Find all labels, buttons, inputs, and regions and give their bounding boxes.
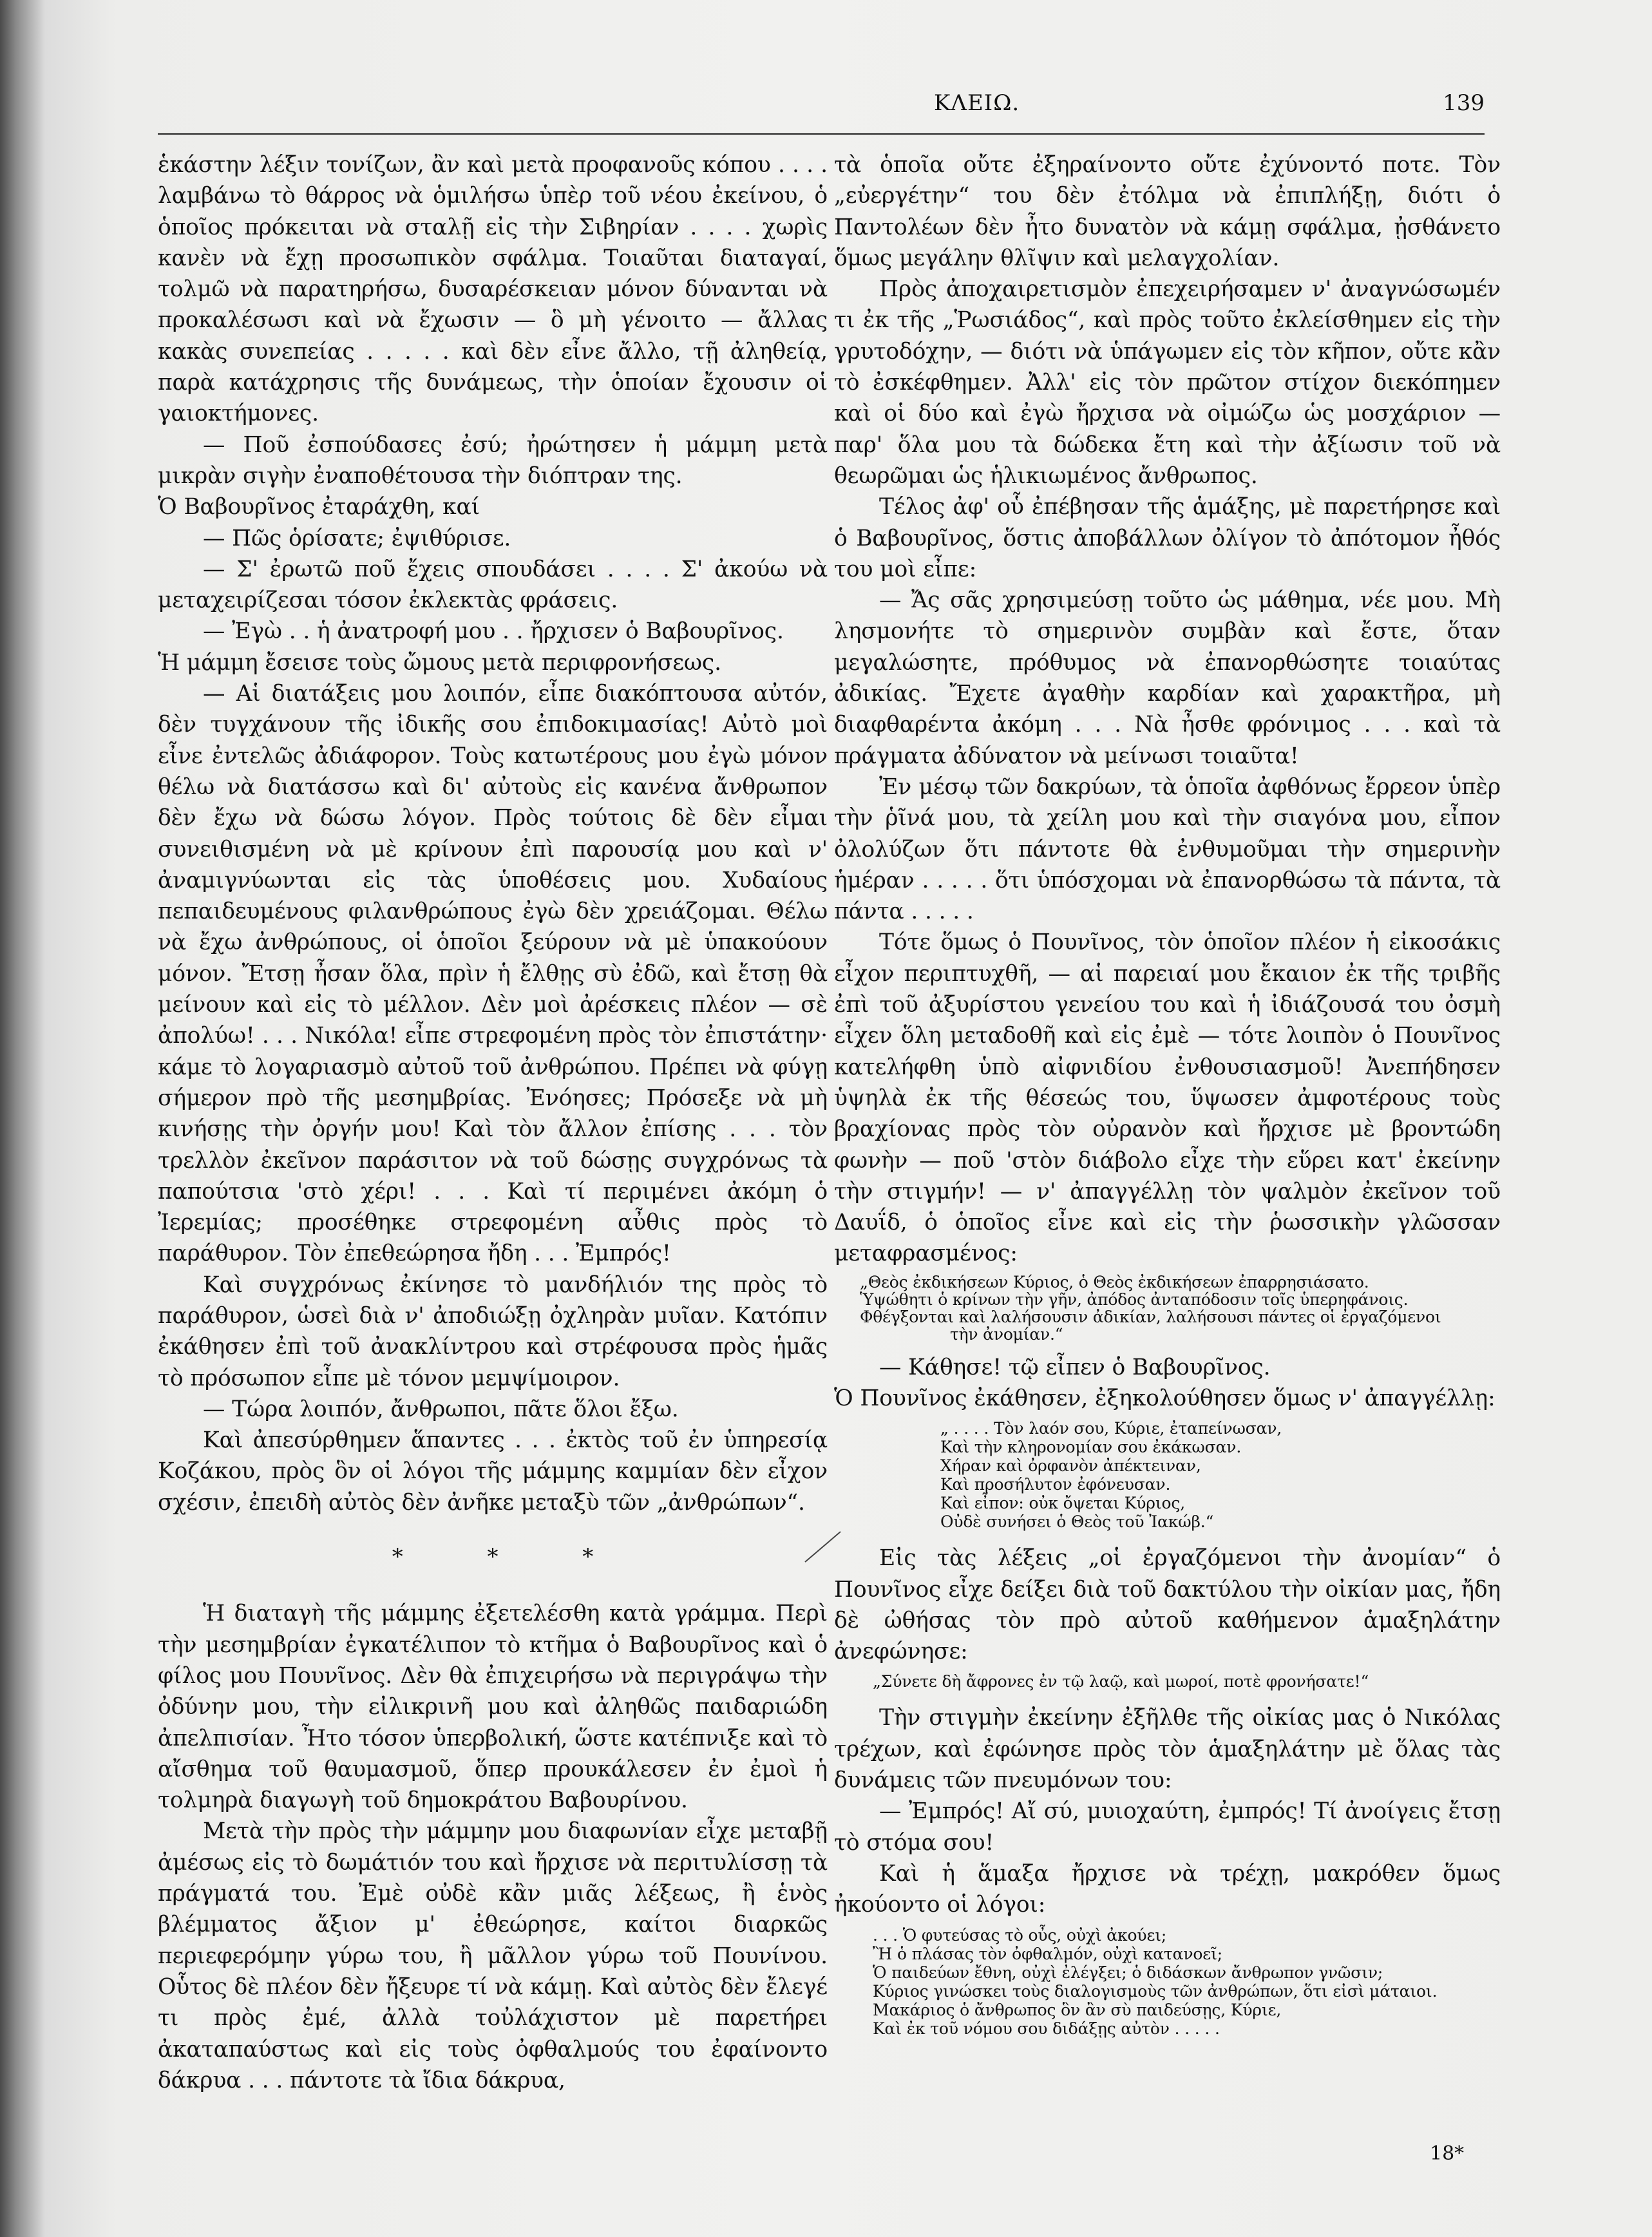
verse-line: Ἢ ὁ πλάσας τὸν ὀφθαλμόν, οὐχὶ κατανοεῖ; (873, 1944, 1222, 1963)
paragraph: Ἐν μέσῳ τῶν δακρύων, τὰ ὁποῖα ἀφθόνως ἔρρεον ὑπὲρ τὴν ῥῖνά μου, τὰ χείλη μου καὶ τὴν σιαγόνα μου, εἶπον ὀλολύζων ὅτι πάντοτε θὰ ἐνθυμοῦμαι τὴν σημερινὴν ἡμέραν . . . . . ὅτι ὑπόσχομαι νὰ ἐπανορθώσω τὰ πάντα, τὰ πάντα . . . . . (834, 774, 1501, 925)
running-head: ΚΛΕΙΩ. (934, 90, 1020, 116)
paragraph: Τὴν στιγμὴν ἐκείνην ἐξῆλθε τῆς οἰκίας μας ὁ Νικόλας τρέχων, καὶ ἐφώνησε πρὸς τὸν ἁμαξηλάτην μὲ ὅλας τὰς δυνάμεις τῶν πνευμόνων του: (834, 1705, 1501, 1794)
paragraph: — Ἄς σᾶς χρησιμεύσῃ τοῦτο ὡς μάθημα, νέε μου. Μὴ λησμονήτε τὸ σημερινὸν συμβὰν καὶ ἔστε, ὅταν μεγαλώσητε, πρόθυμος νὰ ἐπανορθώσητε τοιαύτας ἀδικίας. Ἔχετε ἀγαθὴν καρδίαν καὶ χαρακτῆρα, μὴ διαφθαρέντα ἀκόμη . . . Νὰ ἦσθε φρόνιμος . . . καὶ τὰ πράγματα ἀδύνατον νὰ μείνωσι τοιαῦτα! (834, 587, 1501, 769)
verse-line: Καὶ προσήλυτον ἐφόνευσαν. (940, 1475, 1171, 1494)
verse-line: Μακάριος ὁ ἄνθρωπος ὃν ἂν σὺ παιδεύσῃς, Κύριε, (873, 2000, 1282, 2019)
paragraph: — Ἐμπρός! Αἴ σύ, μυιοχαύτη, ἐμπρός! Τί ἀνοίγεις ἔτσῃ τὸ στόμα σου! (834, 1798, 1501, 1856)
paragraph: Ὁ Πουνῖνος ἐκάθησεν, ἐξηκολούθησεν ὅμως ν' ἀπαγγέλλῃ: (834, 1385, 1495, 1411)
psalm-quote (860, 1273, 1501, 1343)
paragraph: — Αἱ διατάξεις μου λοιπόν, εἶπε διακόπτουσα αὐτόν, δὲν τυγχάνουν τῆς ἰδικῆς σου ἐπιδοκιμασίας! Αὐτὸ μοὶ εἶνε ἐντελῶς ἀδιάφορον. Τοὺς κατωτέρους μου ἐγὼ μόνον θέλω νὰ διατάσσω καὶ δι' αὐτοὺς εἰς κανένα ἄνθρωπον δὲν ἔχω νὰ δώσω λόγον. Πρὸς τούτοις δὲ δὲν εἶμαι συνειθισμένη νὰ μὲ κρίνουν ἐπὶ παρουσίᾳ μου καὶ ν' ἀναμιγνύωνται εἰς τὰς ὑποθέσεις μου. Χυδαίους πεπαιδευμένους φιλανθρώπους ἐγὼ δὲν χρειάζομαι. Θέλω νὰ ἔχω ἀνθρώπους, οἱ ὁποῖοι ξεύρουν νὰ μὲ ὑπακούουν μόνον. Ἔτσῃ ἦσαν ὅλα, πρὶν ἡ ἔλθῃς σὺ ἐδῶ, καὶ ἔτσῃ θὰ μείνουν καὶ εἰς τὸ μέλλον. Δὲν μοὶ ἀρέσκεις πλέον — σὲ ἀπολύω! . . . Νικόλα! εἶπε στρεφομένη πρὸς τὸν ἐπιστάτην· κάμε τὸ λογαριασμὸ αὐτοῦ τοῦ ἀνθρώπου. Πρέπει νὰ φύγῃ σήμερον πρὸ τῆς μεσημβρίας. Ἐνόησες; Πρόσεξε νὰ μὴ κινήσῃς τὴν ὀργήν μου! Καὶ τὸν ἄλλον ἐπίσης . . . τὸν τρελλὸν ἐκεῖνον παράσιτον νὰ τοῦ δώσῃς συγχρόνως τὰ παπούτσια 'στὸ χέρι! . . . Καὶ τί περιμένει ἀκόμη ὁ Ἰερεμίας; προσέθηκε στρεφομένη αὖθις πρὸς τὸ παράθυρον. Τὸν ἐπεθεώρησα ἤδη . . . Ἐμπρός! (158, 681, 828, 1267)
verse-line: Οὐδὲ συνήσει ὁ Θεὸς τοῦ Ἰακώβ.“ (940, 1512, 1214, 1532)
paragraph: Καὶ συγχρόνως ἐκίνησε τὸ μανδήλιόν της πρὸς τὸ παράθυρον, ὡσεὶ διὰ ν' ἀποδιώξῃ ὀχληρὰν μυῖαν. Κατόπιν ἐκάθησεν ἐπὶ τοῦ ἀνακλίντρου καὶ στρέφουσα πρὸς ἡμᾶς τὸ πρόσωπον εἶπε μὲ τόνον μεμψίμοιρον. (158, 1271, 828, 1391)
verse-line: Ὁ παιδεύων ἔθνη, οὐχὶ ἐλέγξει; ὁ διδάσκων ἄνθρωπον γνῶσιν; (873, 1963, 1383, 1982)
page-number: 139 (1443, 90, 1485, 116)
paragraph: Μετὰ τὴν πρὸς τὴν μάμμην μου διαφωνίαν εἶχε μεταβῇ ἀμέσως εἰς τὸ δωμάτιόν του καὶ ἤρχισε νὰ περιτυλίσσῃ τὰ πράγματά του. Ἐμὲ οὐδὲ κἂν μιᾶς λέξεως, ἢ ἑνὸς βλέμματος ἄξιον μ' ἐθεώρησε, καίτοι διαρκῶς περιεφερόμην γύρω του, ἢ μᾶλλον γύρω τοῦ Πουνίνου. Οὗτος δὲ πλέον δὲν ἤξευρε τί νὰ κάμῃ. Καὶ αὐτὸς δὲν ἔλεγέ τι πρὸς ἐμέ, ἀλλὰ τοὐλάχιστον μὲ παρετήρει ἀκαταπαύστως καὶ εἰς τοὺς ὀφθαλμούς του ἐφαίνοντο δάκρυα . . . πάντοτε τὰ ἴδια δάκρυα, (158, 1818, 828, 2093)
header-rule (158, 133, 1485, 135)
verse-line: Καὶ ἐκ τοῦ νόμου σου διδάξῃς αὐτὸν . . . . . (873, 2019, 1220, 2038)
paragraph: ἑκάστην λέξιν τονίζων, ἂν καὶ μετὰ προφανοῦς κόπου . . . . λαμβάνω τὸ θάρρος νὰ ὁμιλήσω ὑπὲρ τοῦ νέου ἐκείνου, ὁ ὁποῖος πρόκειται νὰ σταλῇ εἰς τὴν Σιβηρίαν . . . . χωρὶς κανὲν νὰ ἔχῃ προσωπικὸν σφάλμα. Τοιαῦται διαταγαί, τολμῶ νὰ παρατηρήσω, δυσαρέσκειαν μόνον δύνανται νὰ προκαλέσωσι καὶ νὰ ἔχωσιν — ὃ μὴ γένοιτο — ἄλλας κακὰς συνεπείας . . . . . καὶ δὲν εἶνε ἄλλο, τῇ ἀληθείᾳ, παρὰ κατάχρησις τῆς δυνάμεως, τὴν ὁποίαν ἔχουσιν οἱ γαιοκτήμονες. (158, 152, 828, 427)
verse-line: „Θεὸς ἐκδικήσεων Κύριος, ὁ Θεὸς ἐκδικήσεων ἐπαρρησιάσατο. (860, 1272, 1369, 1291)
verse-line: . . . Ὁ φυτεύσας τὸ οὖς, οὐχὶ ἀκούει; (873, 1925, 1167, 1945)
paragraph: — Κάθησε! τῷ εἶπεν ὁ Βαβουρῖνος. (879, 1354, 1271, 1380)
verse-line: „ . . . . Τὸν λαόν σου, Κύριε, ἐταπείνωσαν, (940, 1419, 1282, 1438)
paragraph: — Πῶς ὁρίσατε; ἐψιθύρισε. (203, 525, 511, 551)
psalm-quote (940, 1419, 1501, 1531)
paragraph: Καὶ ἡ ἅμαξα ἤρχισε νὰ τρέχῃ, μακρόθεν ὅμως ἠκούοντο οἱ λόγοι: (834, 1860, 1501, 1918)
section-break: * * * (392, 1544, 632, 1570)
verse-line: Χήραν καὶ ὀρφανὸν ἀπέκτειναν, (940, 1456, 1201, 1476)
paragraph: Πρὸς ἀποχαιρετισμὸν ἐπεχειρήσαμεν ν' ἀναγνώσωμέν τι ἐκ τῆς „Ῥωσιάδος“, καὶ πρὸς τοῦτο ἐκλείσθημεν εἰς τὴν γρυτοδόχην, — διότι νὰ ὑπάγωμεν εἰς τὸν κῆπον, οὔτε κἂν τὸ ἐσκέφθημεν. Ἀλλ' εἰς τὸν πρῶτον στίχον διεκόπημεν καὶ οἱ δύο καὶ ἐγὼ ἤρχισα νὰ οἰμώζω ὡς μοσχάριον — παρ' ὅλα μου τὰ δώδεκα ἔτη καὶ τὴν ἀξίωσιν τοῦ νὰ θεωρῶμαι ὡς ἡλικιωμένος ἄνθρωπος. (834, 276, 1501, 489)
verse-line: Καὶ εἶπον: οὐκ ὄψεται Κύριος, (940, 1494, 1186, 1513)
paragraph: — Τώρα λοιπόν, ἄνθρωποι, πᾶτε ὅλοι ἔξω. (203, 1396, 679, 1422)
paragraph: Τότε ὅμως ὁ Πουνῖνος, τὸν ὁποῖον πλέον ἡ εἰκοσάκις εἶχον περιπτυχθῆ, — αἱ παρειαί μου ἔκαιον ἐκ τῆς τριβῆς ἐπὶ τοῦ ἀξυρίστου γενείου του καὶ ἡ ἰδιάζουσά του ὀσμὴ εἶχεν ὅλη μεταδοθῆ καὶ εἰς ἐμὲ — τότε λοιπὸν ὁ Πουνῖνος κατελήφθη ὑπὸ αἰφνιδίου ἐνθουσιασμοῦ! Ἀνεπήδησεν ὑψηλὰ ἐκ τῆς θέσεώς του, ὕψωσεν ἀμφοτέρους τοὺς βραχίονας πρὸς τὸν οὐρανὸν καὶ ἤρχισε μὲ βροντώδη φωνὴν — ποῦ 'στὸν διάβολο εἶχε τὴν εὕρει κατ' ἐκείνην τὴν στιγμήν! — ν' ἀπαγγέλλῃ τὸν ψαλμὸν ἐκεῖνον τοῦ Δαυΐδ, ὁ ὁποῖος εἶνε καὶ εἰς τὴν ῥωσσικὴν γλῶσσαν μεταφρασμένος: (834, 929, 1501, 1267)
paragraph: — Ποῦ ἐσπούδασες ἐσύ; ἠρώτησεν ἡ μάμμη μετὰ μικρὰν σιγὴν ἐναποθέτουσα τὴν διόπτραν της. (158, 432, 828, 489)
verse-line: τὴν ἀνομίαν.“ (950, 1324, 1063, 1344)
verse-line: Ὑψώθητι ὁ κρίνων τὴν γῆν, ἀπόδος ἀνταπόδοσιν τοῖς ὑπερηφάνοις. (860, 1290, 1409, 1309)
paragraph: Εἰς τὰς λέξεις „οἱ ἐργαζόμενοι τὴν ἀνομίαν“ ὁ Πουνῖνος εἶχε δείξει διὰ τοῦ δακτύλου τὴν οἰκίαν μας, ἤδη δὲ ὠθήσας τὸν πρὸ αὐτοῦ καθήμενον ἁμαξηλάτην ἀνεφώνησε: (834, 1545, 1501, 1665)
paragraph: Ἡ διαταγὴ τῆς μάμμης ἐξετελέσθη κατὰ γράμμα. Περὶ τὴν μεσημβρίαν ἐγκατέλιπον τὸ κτῆμα ὁ Βαβουρῖνος καὶ ὁ φίλος μου Πουνῖνος. Δὲν θὰ ἐπιχειρήσω νὰ περιγράψω τὴν ὀδύνην μου, τὴν εἰλικρινῆ μου καὶ ἀληθῶς παιδαριώδη ἀπελπισίαν. Ἦτο τόσον ὑπερβολική, ὥστε κατέπνιξε καὶ τὸ αἴσθημα τοῦ θαυμασμοῦ, ὅπερ προυκάλεσεν ἐν ἐμοὶ ἡ τολμηρὰ διαγωγὴ τοῦ δημοκράτου Βαβουρίνου. (158, 1601, 828, 1814)
left-column (158, 149, 828, 2096)
signature-mark: 18* (1430, 2142, 1465, 2165)
psalm-quote (873, 1926, 1501, 2038)
verse-line: Καὶ τὴν κληρονομίαν σου ἐκάκωσαν. (940, 1438, 1242, 1457)
paragraph: — Σ' ἐρωτῶ ποῦ ἔχεις σπουδάσει . . . . Σ' ἀκούω νὰ μεταχειρίζεσαι τόσον ἐκλεκτὰς φράσεις. (158, 556, 828, 614)
verse-line: Φθέγξονται καὶ λαλήσουσιν ἀδικίαν, λαλήσουσι πάντες οἱ ἐργαζόμενοι (860, 1307, 1441, 1326)
paragraph: Τέλος ἀφ' οὗ ἐπέβησαν τῆς ἁμάξης, μὲ παρετήρησε καὶ ὁ Βαβουρῖνος, ὅστις ἀποβάλλων ὀλίγον τὸ ἀπότομον ἦθός του μοὶ εἶπε: (834, 494, 1501, 582)
verse-line: „Σύνετε δὴ ἄφρονες ἐν τῷ λαῷ, καὶ μωροί, ποτὲ φρονήσατε!“ (873, 1672, 1369, 1691)
psalm-quote (873, 1672, 1501, 1691)
paragraph: Καὶ ἀπεσύρθημεν ἅπαντες . . . ἐκτὸς τοῦ ἐν ὑπηρεσίᾳ Κοζάκου, πρὸς ὃν οἱ λόγοι τῆς μάμμης καμμίαν δὲν εἶχον σχέσιν, ἐπειδὴ αὐτὸς δὲν ἀνῆκε μεταξὺ τῶν „ἀνθρώπων“. (158, 1427, 828, 1516)
paragraph: τὰ ὁποῖα οὔτε ἐξηραίνοντο οὔτε ἐχύνοντό ποτε. Τὸν „εὐεργέτην“ του δὲν ἐτόλμα νὰ ἐπιπλήξῃ, διότι ὁ Παντολέων δὲν ἦτο δυνατὸν νὰ κάμῃ σφάλμα, ᾐσθάνετο ὅμως μεγάλην θλῖψιν καὶ μελαγχολίαν. (834, 152, 1501, 271)
verse-line: Κύριος γινώσκει τοὺς διαλογισμοὺς τῶν ἀνθρώπων, ὅτι εἰσὶ μάταιοι. (873, 1981, 1438, 2001)
right-column (834, 149, 1501, 2050)
paragraph: — Ἐγὼ . . ἡ ἀνατροφή μου . . ἤρχισεν ὁ Βαβουρῖνος. (203, 618, 784, 645)
paragraph: Ὁ Βαβουρῖνος ἐταράχθη, καί (158, 494, 480, 520)
paragraph: Ἡ μάμμη ἔσεισε τοὺς ὤμους μετὰ περιφρονήσεως. (158, 649, 721, 676)
